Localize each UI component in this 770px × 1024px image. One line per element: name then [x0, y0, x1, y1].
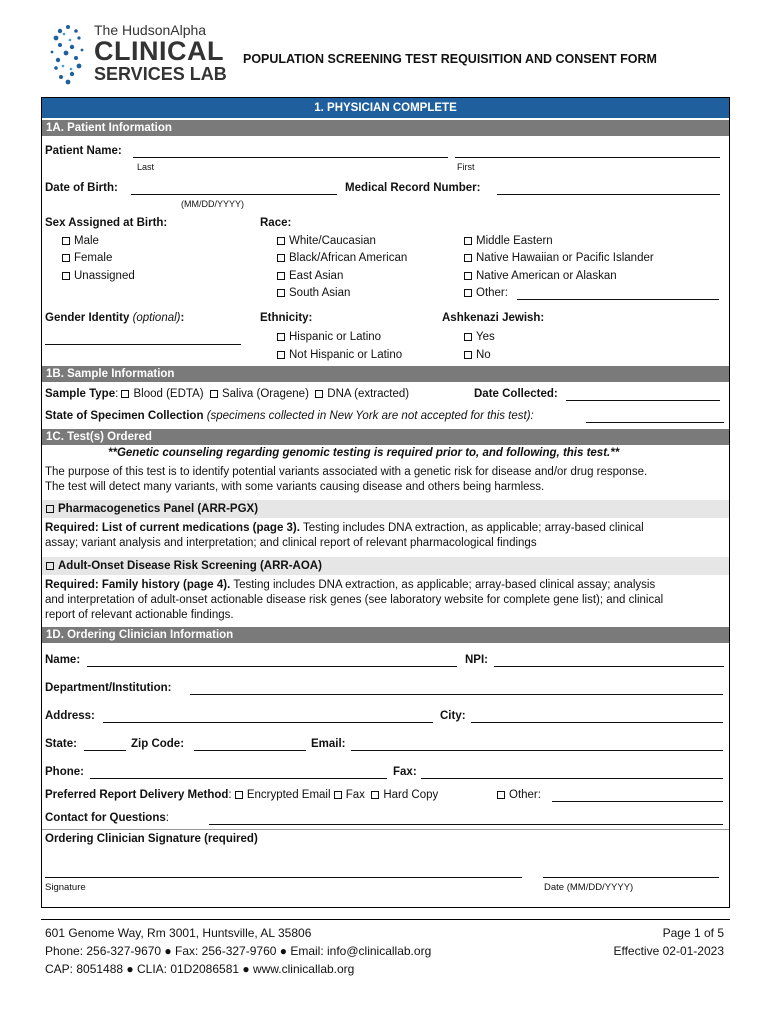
email-field[interactable] [351, 750, 723, 751]
effective-date: Effective 02-01-2023 [613, 944, 724, 958]
checkbox-icon [464, 333, 472, 341]
checkbox-icon [315, 390, 323, 398]
logo-text-line2: CLINICAL [94, 36, 224, 66]
checkbox-icon [277, 289, 285, 297]
patient-name-label: Patient Name: [45, 145, 122, 157]
mrn-field[interactable] [497, 194, 720, 195]
checkbox-icon [210, 390, 218, 398]
dna-helix-icon [46, 22, 90, 86]
clinician-name-label: Name: [45, 654, 81, 666]
footer-cap-clia: CAP: 8051488 ● CLIA: 01D2086581 ● www.clinicallab.org [45, 962, 355, 976]
checkbox-icon [464, 254, 472, 262]
clinician-name-field[interactable] [87, 666, 457, 667]
delivery-option-other[interactable]: Other: [497, 789, 541, 801]
signature-date-field[interactable] [543, 877, 719, 878]
checkbox-icon [62, 237, 70, 245]
logo-text-line3: SERVICES LAB [94, 64, 227, 84]
contact-questions-field[interactable] [209, 824, 723, 825]
test-purpose-text: The purpose of this test is to identify potential variants associated with a genetic risk for disease and/or drug response. The test will detect many variants, with some variants causing disease and others being harmless. [45, 466, 648, 493]
race-option-pacific-islander[interactable]: Native Hawaiian or Pacific Islander [464, 252, 654, 264]
race-label: Race: [260, 217, 292, 229]
checkbox-icon [334, 791, 342, 799]
delivery-option-hard-copy[interactable]: Hard Copy [371, 789, 438, 801]
footer-rule [41, 919, 730, 920]
checkbox-icon [371, 791, 379, 799]
dob-format-caption: (MM/DD/YYYY) [181, 199, 244, 209]
checkbox-icon [277, 272, 285, 280]
city-field[interactable] [471, 722, 723, 723]
race-option-east-asian[interactable]: East Asian [277, 270, 343, 282]
sex-option-unassigned[interactable]: Unassigned [62, 270, 135, 282]
contact-questions-label: Contact for Questions: [45, 812, 169, 824]
patient-last-name-field[interactable] [133, 157, 448, 158]
signature-date-caption: Date (MM/DD/YYYY) [544, 882, 634, 893]
signature-field[interactable] [45, 877, 522, 878]
fax-field[interactable] [421, 778, 723, 779]
signature-heading: Ordering Clinician Signature (required) [45, 833, 258, 845]
race-option-middle-eastern[interactable]: Middle Eastern [464, 235, 553, 247]
checkbox-icon [464, 237, 472, 245]
race-option-other[interactable]: Other: [464, 287, 508, 299]
ashkenazi-label: Ashkenazi Jewish: [442, 312, 545, 324]
sample-option-blood[interactable]: Blood (EDTA) [121, 388, 203, 400]
checkbox-icon [497, 791, 505, 799]
department-label: Department/Institution: [45, 682, 172, 694]
zip-label: Zip Code: [131, 738, 185, 750]
aoa-description: Required: Family history (page 4). Testing includes DNA extraction, as applicable; array-based clinical assay; analysis and interpretation of adult-onset actionable disease risk genes (see laboratory website for complete gene list); and clinical report of relevant actionable findings. [45, 579, 664, 621]
sex-label: Sex Assigned at Birth: [45, 217, 168, 229]
delivery-other-field[interactable] [552, 801, 723, 802]
state-collection-field[interactable] [586, 422, 724, 423]
ethnicity-label: Ethnicity: [260, 312, 313, 324]
state-label: State: [45, 738, 77, 750]
npi-label: NPI: [465, 654, 488, 666]
dob-label: Date of Birth: [45, 182, 118, 194]
checkbox-icon [121, 390, 129, 398]
footer-address: 601 Genome Way, Rm 3001, Huntsville, AL 35806 [45, 926, 312, 940]
ethnicity-option-hispanic[interactable]: Hispanic or Latino [277, 331, 381, 343]
sample-option-dna[interactable]: DNA (extracted) [315, 388, 409, 400]
race-option-black[interactable]: Black/African American [277, 252, 407, 264]
race-other-field[interactable] [517, 299, 719, 300]
delivery-option-fax[interactable]: Fax [334, 789, 365, 801]
phone-label: Phone: [45, 766, 84, 778]
city-label: City: [440, 710, 466, 722]
first-name-caption: First [457, 162, 475, 172]
sex-option-female[interactable]: Female [62, 252, 112, 264]
npi-field[interactable] [494, 666, 724, 667]
state-collection-label: State of Specimen Collection (specimens collected in New York are not accepted for this test): [45, 410, 534, 422]
date-collected-label: Date Collected: [474, 388, 558, 400]
state-field[interactable] [84, 750, 126, 751]
checkbox-icon [235, 791, 243, 799]
clinical-lab-logo [46, 22, 236, 86]
mrn-label: Medical Record Number: [345, 182, 481, 194]
pgx-panel-option[interactable]: Pharmacogenetics Panel (ARR-PGX) [42, 500, 729, 518]
sample-type-row: Sample Type: Blood (EDTA) Saliva (Oragene) DNA (extracted) [45, 388, 410, 400]
physician-complete-banner: 1. PHYSICIAN COMPLETE [42, 98, 729, 118]
date-collected-field[interactable] [566, 400, 720, 401]
footer-contact: Phone: 256-327-9670 ● Fax: 256-327-9760 ● Email: info@clinicallab.org [45, 944, 432, 958]
sex-option-male[interactable]: Male [62, 235, 99, 247]
address-label: Address: [45, 710, 95, 722]
gender-identity-label: Gender Identity (optional): [45, 312, 185, 324]
section-1b-heading: 1B. Sample Information [42, 366, 729, 382]
sample-option-saliva[interactable]: Saliva (Oragene) [210, 388, 309, 400]
address-field[interactable] [103, 722, 433, 723]
ethnicity-option-not-hispanic[interactable]: Not Hispanic or Latino [277, 349, 402, 361]
ashkenazi-option-no[interactable]: No [464, 349, 491, 361]
section-1a-heading: 1A. Patient Information [42, 120, 729, 136]
race-option-white[interactable]: White/Caucasian [277, 235, 376, 247]
zip-field[interactable] [194, 750, 306, 751]
pgx-description: Required: List of current medications (page 3). Testing includes DNA extraction, as applicable; array-based clinical assay; variant analysis and interpretation; and clinical report of relevant pharmacological findings [45, 522, 644, 549]
phone-field[interactable] [90, 778, 387, 779]
race-option-native-american[interactable]: Native American or Alaskan [464, 270, 617, 282]
checkbox-icon [46, 562, 54, 570]
section-1c-heading: 1C. Test(s) Ordered [42, 429, 729, 445]
checkbox-icon [62, 272, 70, 280]
checkbox-icon [46, 505, 54, 513]
checkbox-icon [277, 333, 285, 341]
gender-identity-field[interactable] [45, 344, 241, 345]
checkbox-icon [464, 351, 472, 359]
email-label: Email: [311, 738, 346, 750]
logo-text-line1: The HudsonAlpha [94, 22, 207, 38]
fax-label: Fax: [393, 766, 417, 778]
patient-first-name-field[interactable] [455, 157, 720, 158]
divider [42, 829, 729, 830]
checkbox-icon [464, 289, 472, 297]
checkbox-icon [277, 254, 285, 262]
race-option-south-asian[interactable]: South Asian [277, 287, 350, 299]
delivery-method-row: Preferred Report Delivery Method: Encrypted Email Fax Hard Copy [45, 789, 439, 801]
form-title: POPULATION SCREENING TEST REQUISITION AND CONSENT FORM [243, 52, 657, 66]
dob-field[interactable] [131, 194, 337, 195]
last-name-caption: Last [137, 162, 155, 172]
section-1d-heading: 1D. Ordering Clinician Information [42, 627, 729, 643]
ashkenazi-option-yes[interactable]: Yes [464, 331, 495, 343]
page-number: Page 1 of 5 [662, 926, 724, 940]
delivery-option-email[interactable]: Encrypted Email [235, 789, 331, 801]
checkbox-icon [464, 272, 472, 280]
counseling-notice: **Genetic counseling regarding genomic testing is required prior to, and following, this test.** [108, 447, 620, 459]
checkbox-icon [62, 254, 70, 262]
checkbox-icon [277, 237, 285, 245]
aoa-panel-option[interactable]: Adult-Onset Disease Risk Screening (ARR-AOA) [42, 557, 729, 575]
checkbox-icon [277, 351, 285, 359]
department-field[interactable] [190, 694, 723, 695]
signature-caption: Signature [45, 882, 86, 893]
